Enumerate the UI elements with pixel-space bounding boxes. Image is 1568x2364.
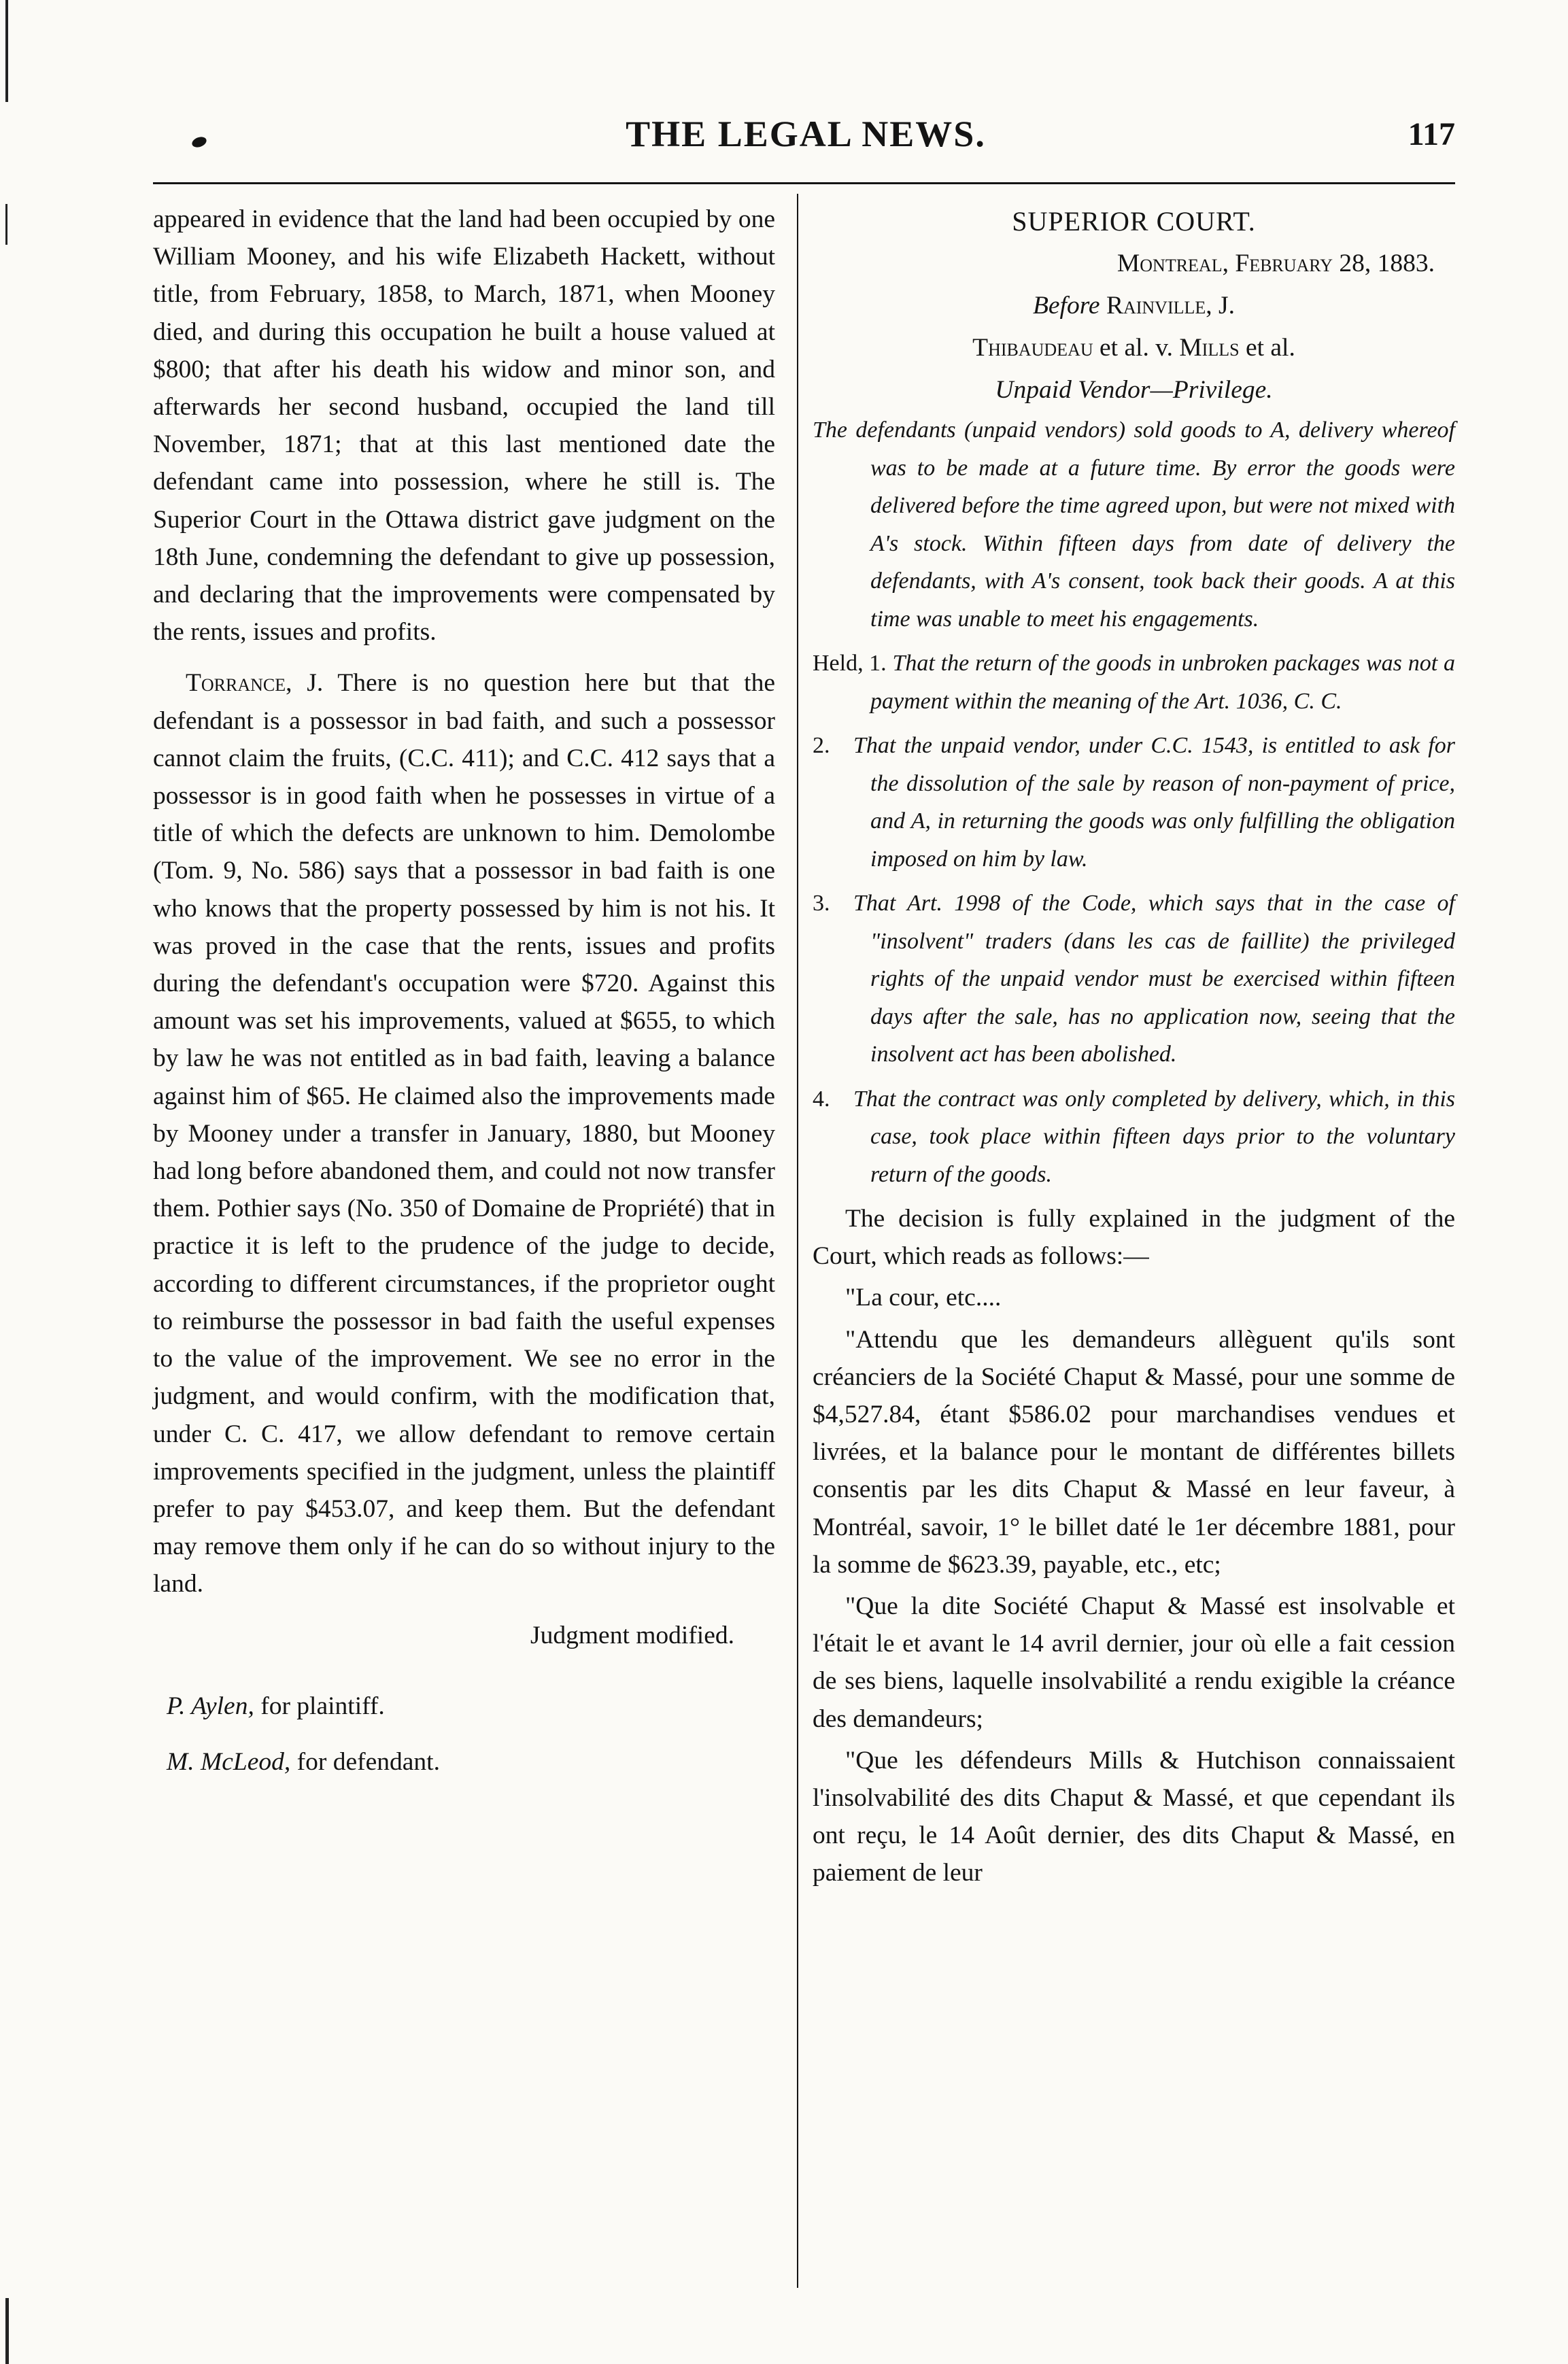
page-number: 117 <box>1408 116 1455 152</box>
journal-title: THE LEGAL NEWS. <box>626 114 986 154</box>
running-header <box>156 109 1455 170</box>
before-judge: Rainville, J. <box>1106 292 1235 320</box>
parties-end: et al. <box>1245 334 1295 362</box>
counsel-defendant <box>167 1734 775 1790</box>
counsel-name: M. McLeod, <box>167 1747 291 1776</box>
counsel-plaintiff <box>167 1679 775 1734</box>
judgment-text <box>813 1200 1455 1892</box>
parties-mid: et al. v. <box>1100 334 1173 362</box>
decision-intro: The decision is fully explained in the judgment of the Court, which reads as follows:— <box>813 1205 1455 1271</box>
counsel-list <box>153 1679 775 1790</box>
judgment-result: Judgment modified. <box>530 1621 734 1649</box>
syllabus <box>813 411 1455 1193</box>
party-defendant: Mills <box>1179 334 1240 362</box>
held-text: That Art. 1998 of the Code, which says that in the case of "insolvent" traders (dans les cas de faillite) the privileged rights of the unpaid vendor must be exercised within fifteen days after the sale, has no application now, seeing that the insolvent act has been abolished. <box>853 891 1455 1067</box>
held-2 <box>813 727 1455 878</box>
column-rule <box>797 194 798 2288</box>
continued-paragraph: appeared in evidence that the land had been occupied by one William Mooney, and his wife Elizabeth Hackett, without title, from February, 1858, to March, 1871, when Mooney died, and during this occupation he built a house valued at $800; that after his death his widow and minor son, and afterwards her second husband, occupied the land till November, 1871; that at this last mentioned date the defendant came into possession, where he still is. The Superior Court in the Ottawa district gave judgment on the 18th June, condemning the defendant to give up possession, and declaring that the improvements were compensated by the rents, issues and profits. <box>153 205 775 647</box>
held-4 <box>813 1080 1455 1194</box>
held-1 <box>813 645 1455 720</box>
counsel-role: for plaintiff. <box>260 1692 385 1720</box>
scan-edge-mark <box>5 0 8 102</box>
insolvency-paragraph: "Que la dite Société Chaput & Massé est insolvable et l'était le et avant le 14 avril dernier, jour où elle a fait cession de ses biens, laquelle insolvabilité a rendu exigible la créance des demandeurs; <box>813 1592 1455 1733</box>
held-number: 4. <box>813 1086 830 1112</box>
case-parties <box>813 327 1455 369</box>
held-3 <box>813 885 1455 1074</box>
header-rule <box>153 182 1455 184</box>
held-label: Held, 1. <box>813 651 887 676</box>
held-text: That the return of the goods in unbroken packages was not a payment within the meaning of the Art. 1036, C. C. <box>870 651 1455 714</box>
torrance-opinion <box>153 664 775 1603</box>
scan-edge-mark <box>5 2298 9 2364</box>
held-number: 3. <box>813 891 830 916</box>
party-plaintiff: Thibaudeau <box>972 334 1093 362</box>
right-column <box>813 201 1455 1896</box>
counsel-name: P. Aylen, <box>167 1692 254 1720</box>
syllabus-facts: The defendants (unpaid vendors) sold goods to A, delivery whereof was to be made at a future time. By error the goods were delivered before the time agreed upon, but were not mixed with A's stock. Within fifteen days from date of delivery the defendants, with A's consent, took back their goods. A at this time was unable to meet his engagements. <box>813 417 1455 632</box>
before-label: Before <box>1033 292 1100 320</box>
left-column <box>153 201 775 1790</box>
opinion-text: There is no question here but that the defendant is a possessor in bad faith, and such a possessor cannot claim the fruits, (C.C. 411); and C.C. 412 says that a possessor is in good faith when he possesses in virtue of a title of which the defects are unknown to him. Demolombe (Tom. 9, No. 586) says that a possessor in bad faith is one who knows that the property possessed by him is not his. It was proved in the case that the rents, issues and profits during the defendant's occupation were $720. Against this amount was set his improvements, valued at $655, to which by law he was not entitled as in bad faith, leaving a balance against him of $65. He claimed also the improvements made by Mooney under a transfer in January, 1880, but Mooney had long before abandoned them, and could not now transfer them. Pothier says (No. 350 of Domaine de Propriété) that in practice it is left to the prudence of the judge to decide, according to different circumstances, if the proprietor ought to reimburse the possessor in bad faith the useful expenses to the value of the improvement. We see no error in the judgment, and would confirm, with the modification that, under C. C. 417, we allow defendant to remove certain improvements specified in the judgment, unless the plaintiff prefer to pay $453.07, and keep them. But the defendant may remove them only if he can do so without injury to the land. <box>153 669 775 1598</box>
held-number: 2. <box>813 733 830 758</box>
held-text: That the contract was only completed by delivery, which, in this case, took place within fifteen days prior to the voluntary return of the goods. <box>853 1086 1455 1187</box>
la-cour: "La cour, etc.... <box>845 1284 1002 1312</box>
held-text: That the unpaid vendor, under C.C. 1543, is entitled to ask for the dissolution of the sale by reason of non-payment of price, and A, in returning the goods was only fulfilling the obligation imposed on him by law. <box>853 733 1455 872</box>
judge-name: Torrance, J. <box>186 669 324 698</box>
court-heading: SUPERIOR COURT. <box>1012 206 1256 237</box>
case-subject: Unpaid Vendor—Privilege. <box>995 376 1273 404</box>
attendu-paragraph: "Attendu que les demandeurs allèguent qu'ils sont créanciers de la Société Chaput & Massé, pour une somme de $4,527.84, étant $586.02 pour marchandises vendues et livrées, et la balance pour le montant de différentes billets consentis par les dits Chaput & Massé en leur faveur, à Montréal, savoir, 1° le billet daté le 1er décembre 1881, pour la somme de $623.39, payable, etc., etc; <box>813 1325 1455 1579</box>
place-date: Montreal, February 28, 1883. <box>1117 250 1435 277</box>
before-line <box>813 285 1455 327</box>
defendants-paragraph: "Que les défendeurs Mills & Hutchison connaissaient l'insolvabilité des dits Chaput & Massé, et que cependant ils ont reçu, le 14 Août dernier, des dits Chaput & Massé, en paiement de leur <box>813 1746 1455 1887</box>
counsel-role: for defendant. <box>296 1747 440 1776</box>
scan-edge-mark <box>5 204 7 245</box>
